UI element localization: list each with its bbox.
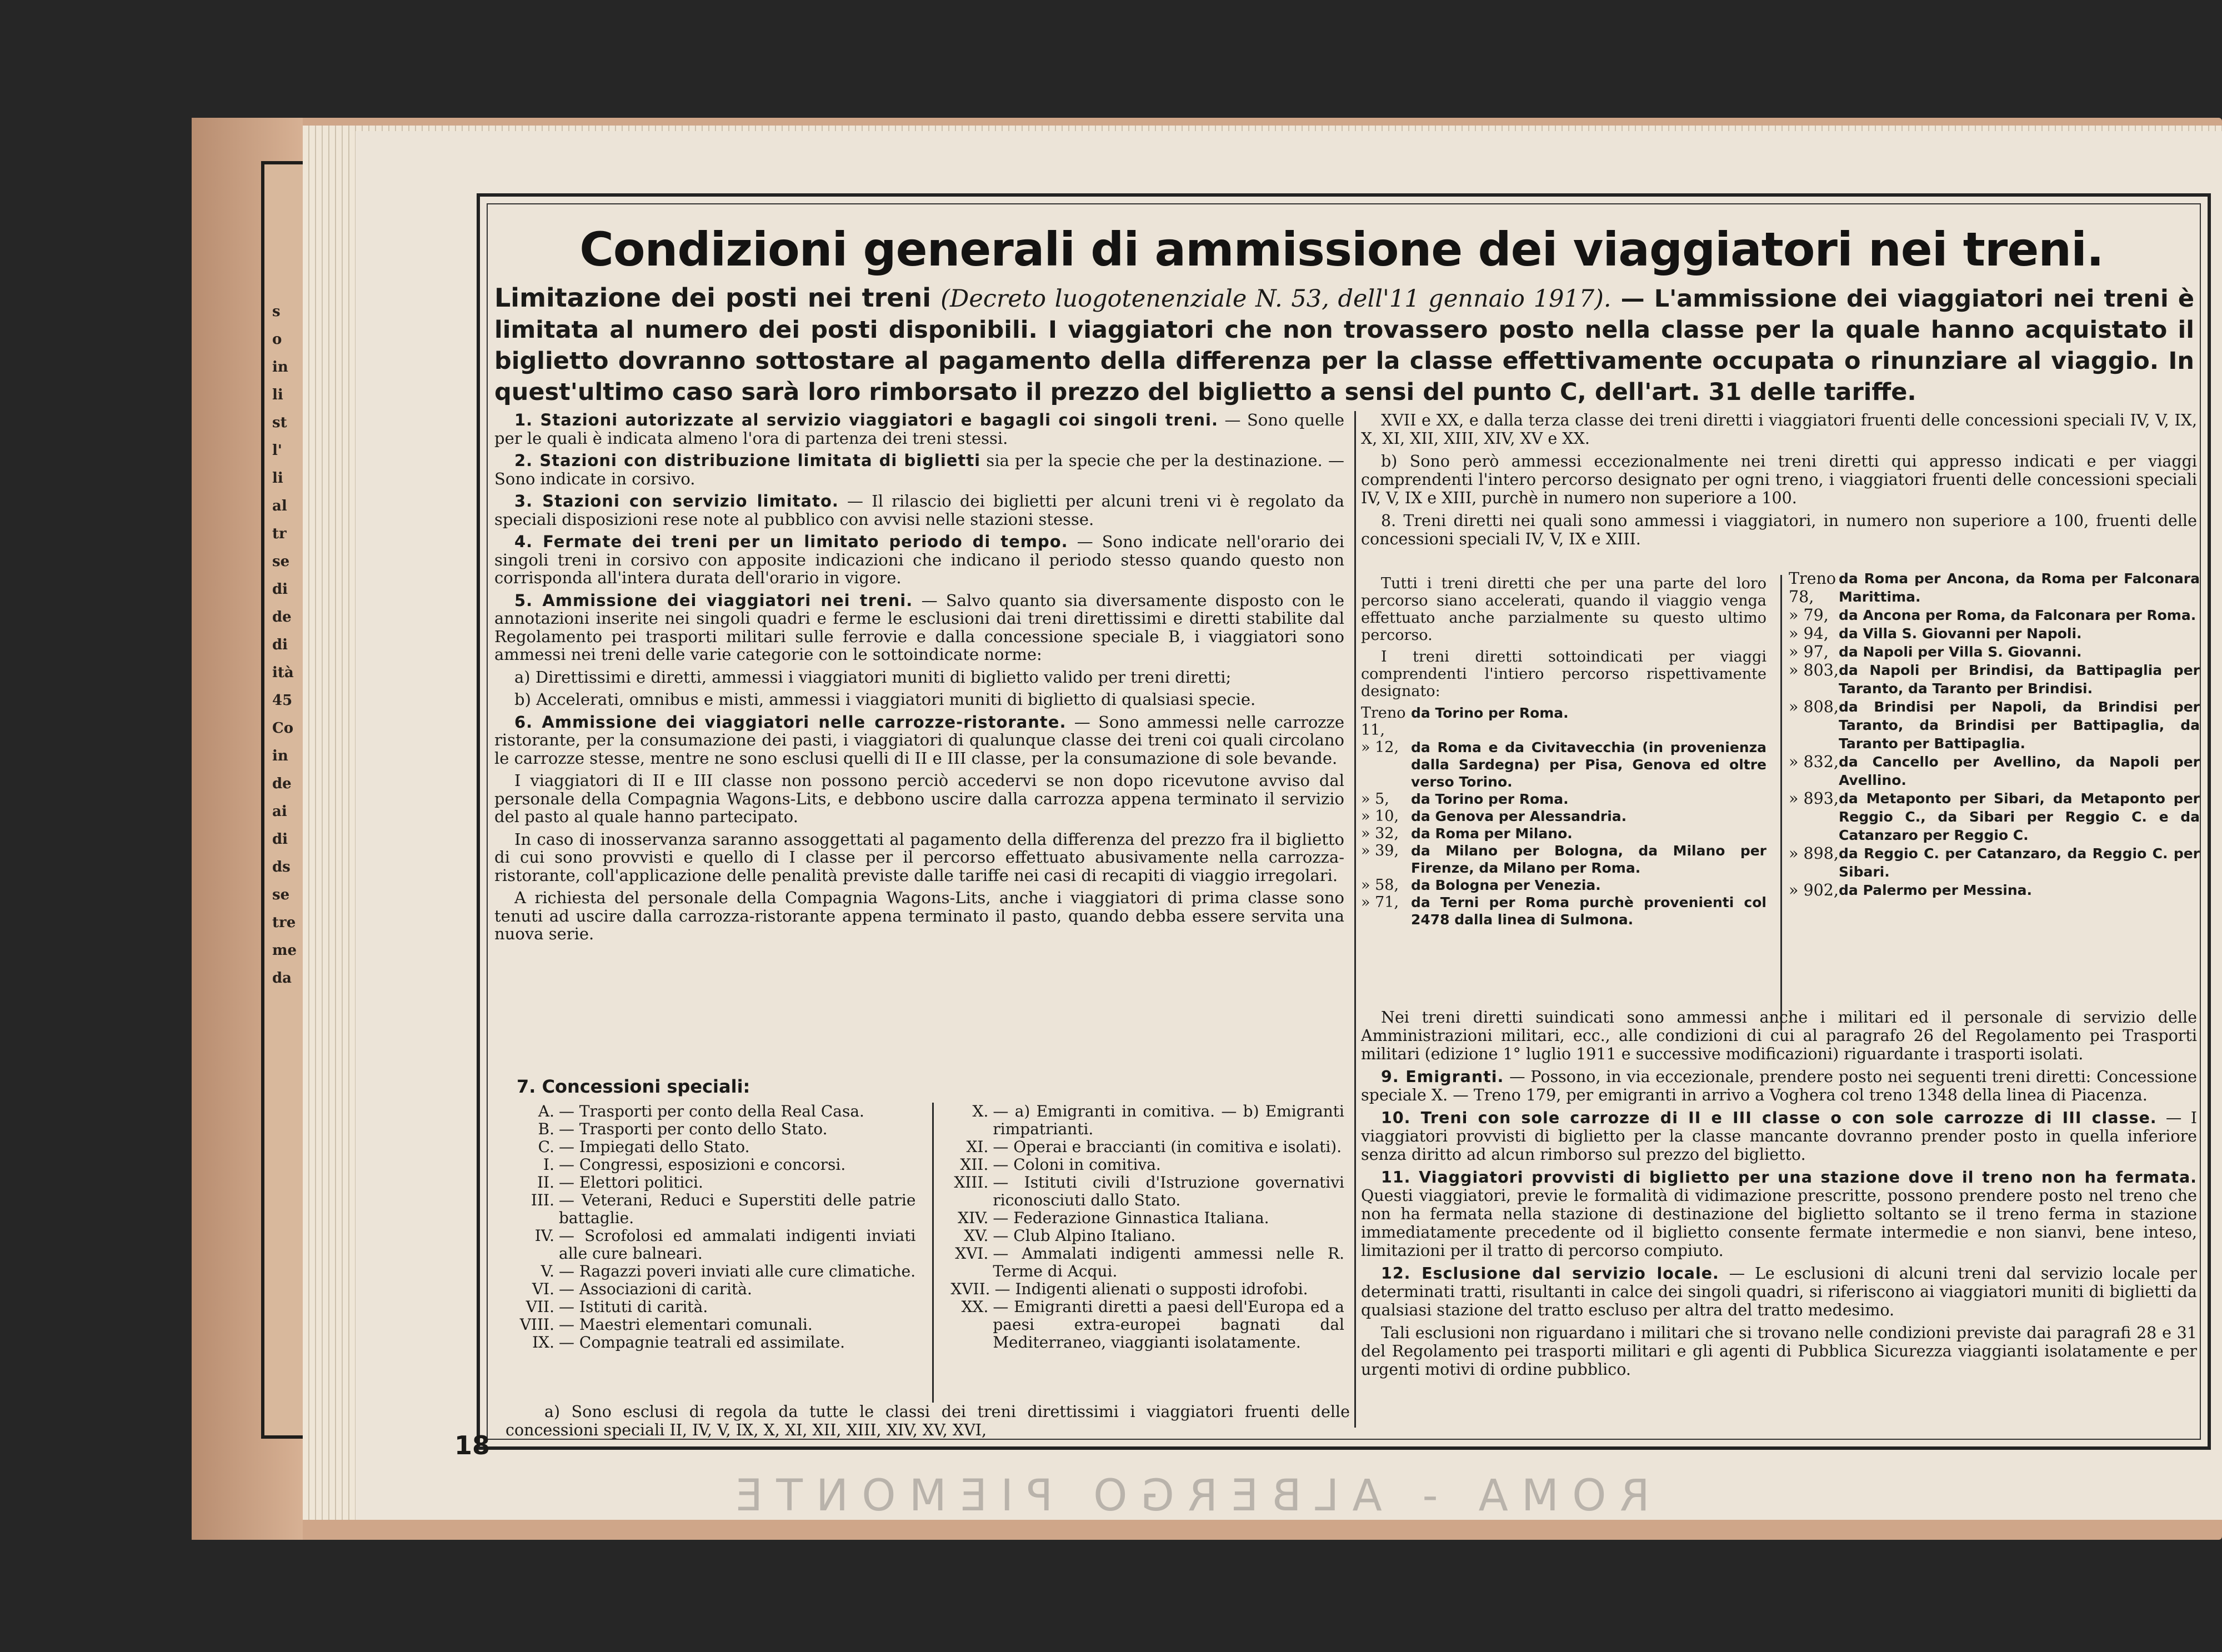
- left-col-paragraph: [494, 889, 1344, 943]
- left-col-text: I viaggiatori di II e III classe non possono perciò accedervi se non dopo ricevutone avviso dal personale della Compagnia Wagons-Lits, e debbono uscire dalla carrozza appena terminato il servizio del pasto al quale hanno partecipato.: [494, 771, 1344, 826]
- concessione-key: XIII.: [954, 1173, 989, 1192]
- concessione-item: [950, 1298, 1344, 1351]
- left-col-paragraph: [494, 830, 1344, 885]
- concessione-item: [517, 1280, 915, 1298]
- concessione-value: — Congressi, esposizioni e concorsi.: [559, 1155, 846, 1174]
- train-item: [1789, 698, 2200, 753]
- concessione-key: B.: [538, 1120, 554, 1138]
- train-value: da Napoli per Villa S. Giovanni.: [1839, 644, 2082, 660]
- page-title: Condizioni generali di ammissione dei viaggiatori nei treni.: [579, 222, 2104, 277]
- right-bottom-text: — Le esclusioni di alcuni treni dal servizio locale per determinati tratti, risultanti in calce dei singoli quadri, si riferiscono ai viaggiatori muniti di biglietti da qualsiasi stazione del tratto escluso per altra del tratto medesimo.: [1361, 1264, 2197, 1319]
- left-col-paragraph: [494, 772, 1344, 826]
- train-value: da Brindisi per Napoli, da Brindisi per Taranto, da Brindisi per Battipaglia, da Taranto per Battipaglia.: [1839, 699, 2200, 752]
- left-col-text: — Sono quelle per le quali è indicata almeno l'ora di partenza dei treni stessi.: [494, 411, 1344, 448]
- concessione-item: [950, 1174, 1344, 1209]
- left-column: [494, 411, 1344, 948]
- train-item: [1361, 739, 1766, 790]
- train-item: [1789, 753, 2200, 789]
- left-col-text: — Sono indicate nell'orario dei singoli treni in corsivo con apposite indicazioni che indicano il periodo stesso quando questo non corrisponda all'intera durata dell'orario in vigore.: [494, 532, 1344, 587]
- concessione-item: [517, 1316, 915, 1334]
- concessione-key: IV.: [534, 1227, 554, 1245]
- left-col-paragraph: [494, 492, 1344, 528]
- train-value: da Torino per Roma.: [1411, 705, 1569, 721]
- concessioni-list-right: [950, 1103, 1344, 1403]
- intro-lead: Limitazione dei posti nei treni: [494, 283, 931, 313]
- concessione-key: XX.: [961, 1298, 989, 1316]
- train-item: [1789, 569, 2200, 606]
- concessione-value: — Ammalati indigenti ammessi nelle R. Terme di Acqui.: [993, 1244, 1344, 1280]
- trains-intro: Tutti i treni diretti che per una parte del loro percorso siano accelerati, quando il viaggio venga effettuato anche parzialmente su questo ultimo percorso. I treni diretti sottoindicati per viaggi comprendenti l'intiero percorso rispettivamente designato: Treno 11, da Torino per Roma. » 12, da Roma e da Civitavecchia (in provenienza dalla Sardegna) per Pisa, Genova ed oltre verso Torino. » 5, da Torino per Roma. » 10, da Genova per Alessandria. » 32, da Roma per Milano. » 39, da Milano per Bologna, da Milano per Firenze, da Milano per Roma. » 58, da Bologna per Venezia. » 71, da Terni per Roma purchè provenienti col 2478 dalla linea di Sulmona.: [1361, 575, 1766, 928]
- right-bottom-text: Tali esclusioni non riguardano i militari che si trovano nelle condizioni previste dai paragrafi 28 e 31 del Regolamento pei trasporti militari e gli agenti di Pubblica Sicurezza viaggianti isolatamente e per urgenti motivi di ordine pubblico.: [1361, 1324, 2197, 1379]
- concessione-key: C.: [538, 1138, 554, 1156]
- concessioni-title: 7. Concessioni speciali:: [517, 1076, 750, 1097]
- concessione-item: [950, 1227, 1344, 1245]
- concessione-item: [517, 1192, 915, 1227]
- concessione-item: [950, 1209, 1344, 1227]
- right-column-top: [1361, 411, 2197, 553]
- train-key: » 71,: [1361, 894, 1399, 911]
- concessione-key: III.: [531, 1191, 554, 1209]
- train-key: » 808,: [1789, 698, 1839, 716]
- trains-list-left: [1361, 704, 1766, 928]
- intro-paragraph: [494, 282, 2194, 408]
- concessione-value: — Federazione Ginnastica Italiana.: [993, 1209, 1269, 1227]
- left-col-paragraph: [494, 713, 1344, 768]
- left-col-heading: 3. Stazioni con servizio limitato.: [514, 492, 839, 510]
- concessioni-block: [517, 1078, 1344, 1403]
- bleed-through-text: ROMA - ALBERGO PIEMONTE: [722, 1471, 1650, 1521]
- concessione-value: — Elettori politici.: [559, 1173, 703, 1192]
- right-top-paragraph: [1361, 512, 2197, 548]
- concessione-item: [950, 1245, 1344, 1280]
- train-key: » 803,: [1789, 661, 1839, 679]
- left-col-text: — Salvo quanto sia diversamente disposto con le annotazioni inserite nei singoli quadri e ferme le esclusioni dai treni direttissimi e diretti stabilite dal Regolamento pei trasporti militari sulle ferrovie e dalla concessione speciale B, i viaggiatori sono ammessi nei treni delle varie categorie con le sottoindicate norme:: [494, 590, 1344, 664]
- left-col-text: — Sono ammessi nelle carrozze ristorante, per la consumazione dei pasti, i viaggiatori di qualunque classe dei treni coi quali circolano le carrozze stesse, mentre ne sono esclusi quelli di II e III classe, per la consumazione di sole bevande.: [494, 712, 1344, 768]
- concessione-value: — Impiegati dello Stato.: [559, 1138, 750, 1156]
- concessione-value: — Coloni in comitiva.: [993, 1155, 1161, 1174]
- train-item: [1789, 624, 2200, 643]
- right-bottom-text: — I viaggiatori provvisti di biglietto per la classe mancante dovranno prender posto in quella inferiore senza diritto ad alcun rimborso sul prezzo del biglietto.: [1361, 1109, 2197, 1164]
- left-col-heading: 5. Ammissione dei viaggiatori nei treni.: [514, 590, 913, 610]
- column-divider: [1354, 411, 1356, 1428]
- left-col-text: A richiesta del personale della Compagnia Wagons-Lits, anche i viaggiatori di prima classe sono tenuti ad uscire dalla carrozza-ristorante appena terminato il pasto, quando debba essere servita una nuova serie.: [494, 888, 1344, 943]
- train-value: da Palermo per Messina.: [1839, 882, 2032, 898]
- concessione-item: [517, 1156, 915, 1174]
- left-col-heading: 2. Stazioni con distribuzione limitata di biglietti: [514, 451, 981, 470]
- concessione-value: — Trasporti per conto della Real Casa.: [559, 1102, 864, 1120]
- left-col-paragraph: [494, 668, 1344, 687]
- previous-page-sliver: s o in li st l' li al tr se di de di ità 45 Co in de ai di ds se tre me da: [261, 161, 303, 1439]
- train-value: da Metaponto per Sibari, da Metaponto per Reggio C., da Sibari per Reggio C. e da Catanzaro per Reggio C.: [1839, 790, 2200, 843]
- concessione-value: — Istituti civili d'Istruzione governativi riconosciuti dallo Stato.: [993, 1173, 1344, 1209]
- intro-decree: (Decreto luogotenenziale N. 53, dell'11 gennaio 1917).: [940, 285, 1612, 313]
- concessioni-divider: [932, 1103, 934, 1403]
- concessione-key: VI.: [532, 1280, 554, 1298]
- train-key: » 5,: [1361, 790, 1389, 808]
- left-col-paragraph: [494, 452, 1344, 488]
- train-value: da Torino per Roma.: [1411, 791, 1569, 807]
- left-col-text: — Il rilascio dei biglietti per alcuni treni vi è regolato da speciali disposizioni rese note al pubblico con avvisi nelle stazioni stesse.: [494, 492, 1344, 529]
- train-item: [1361, 825, 1766, 842]
- train-value: da Bologna per Venezia.: [1411, 877, 1601, 893]
- concessione-key: XII.: [960, 1155, 989, 1174]
- left-col-text: In caso di inosservanza saranno assoggettati al pagamento della differenza del prezzo fra il biglietto di cui sono provvisti e quello di I classe per il percorso effettuato abusivamente nella carrozza-ristorante, coll'applicazione delle penalità previste dalle tariffe nei casi di recapiti di viaggio irregolari.: [494, 829, 1344, 885]
- train-value: da Milano per Bologna, da Milano per Firenze, da Milano per Roma.: [1411, 843, 1766, 876]
- left-col-paragraph: [494, 592, 1344, 664]
- train-value: da Roma per Milano.: [1411, 825, 1573, 842]
- right-top-text: b) Sono però ammessi eccezionalmente nei treni diretti qui appresso indicati e per viaggi comprendenti l'intero percorso designato per ogni treno, i viaggiatori fruenti delle concessioni speciali IV, V, IX e XIII, purchè in numero non superiore a 100.: [1361, 452, 2197, 507]
- train-item: [1789, 844, 2200, 881]
- left-col-heading: 4. Fermate dei treni per un limitato periodo di tempo.: [514, 532, 1068, 551]
- train-key: » 898,: [1789, 844, 1839, 863]
- left-col-text: sia per la specie che per la destinazione. — Sono indicate in corsivo.: [494, 451, 1344, 488]
- train-key: Treno 11,: [1361, 704, 1406, 739]
- train-item: [1361, 894, 1766, 928]
- right-bottom-paragraph: [1361, 1109, 2197, 1164]
- right-top-text: 8. Treni diretti nei quali sono ammessi i viaggiatori, in numero non superiore a 100, fruenti delle concessioni speciali IV, V, IX e XIII.: [1361, 512, 2197, 548]
- concessione-key: VIII.: [519, 1315, 554, 1334]
- concessione-key: XV.: [964, 1227, 989, 1245]
- train-key: » 893,: [1789, 789, 1839, 808]
- right-bottom-paragraph: [1361, 1264, 2197, 1319]
- right-bottom-paragraph: [1361, 1008, 2197, 1063]
- right-bottom-heading: 12. Esclusione dal servizio locale.: [1381, 1264, 1719, 1283]
- page-number: 18: [454, 1430, 491, 1460]
- train-key: » 12,: [1361, 739, 1399, 756]
- train-item: [1361, 842, 1766, 877]
- train-value: da Genova per Alessandria.: [1411, 808, 1627, 824]
- concessione-key: XVII.: [950, 1280, 990, 1298]
- concessione-item: [517, 1298, 915, 1316]
- train-key: » 902,: [1789, 881, 1839, 899]
- right-top-paragraph: [1361, 411, 2197, 448]
- right-bottom-paragraph: [1361, 1324, 2197, 1379]
- train-value: da Napoli per Brindisi, da Battipaglia per Taranto, da Taranto per Brindisi.: [1839, 662, 2200, 697]
- train-key: » 832,: [1789, 753, 1839, 771]
- train-item: [1789, 661, 2200, 698]
- train-key: » 94,: [1789, 624, 1829, 643]
- train-key: Treno 78,: [1789, 569, 1836, 606]
- right-bottom-heading: 11. Viaggiatori provvisti di biglietto per una stazione dove il treno non ha fermata.: [1381, 1168, 2197, 1187]
- concessione-key: XVI.: [955, 1244, 989, 1263]
- left-col-heading: 1. Stazioni autorizzate al servizio viaggiatori e bagagli coi singoli treni.: [514, 411, 1219, 429]
- train-key: » 58,: [1361, 877, 1399, 894]
- concessione-key: II.: [537, 1173, 554, 1192]
- left-col-paragraph: [494, 690, 1344, 709]
- concessione-key: V.: [541, 1262, 554, 1280]
- concessione-key: XIV.: [958, 1209, 989, 1227]
- concessione-key: IX.: [532, 1333, 554, 1351]
- concessione-item: [517, 1138, 915, 1156]
- train-value: da Cancello per Avellino, da Napoli per Avellino.: [1839, 754, 2200, 788]
- train-key: » 39,: [1361, 842, 1399, 859]
- train-item: [1361, 790, 1766, 808]
- concessioni-footer: a) Sono esclusi di regola da tutte le classi dei treni direttissimi i viaggiatori fruenti delle concessioni speciali II, IV, V, IX, X, XI, XII, XIII, XIV, XV, XVI,: [506, 1403, 1350, 1439]
- concessione-value: — Ragazzi poveri inviati alle cure climatiche.: [559, 1262, 916, 1280]
- concessione-value: — a) Emigranti in comitiva. — b) Emigranti rimpatrianti.: [993, 1102, 1344, 1138]
- concessione-value: — Emigranti diretti a paesi dell'Europa ed a paesi extra-europei bagnati dal Mediterraneo, viaggianti isolatamente.: [993, 1298, 1344, 1351]
- left-col-text: b) Accelerati, omnibus e misti, ammessi i viaggiatori muniti di biglietto di qualsiasi specie.: [514, 690, 1256, 709]
- concessione-key: XI.: [966, 1138, 989, 1156]
- train-item: [1361, 877, 1766, 894]
- train-value: da Roma per Ancona, da Roma per Falconara Marittima.: [1839, 570, 2200, 605]
- concessione-key: VII.: [526, 1298, 554, 1316]
- right-top-text: XVII e XX, e dalla terza classe dei treni diretti i viaggiatori fruenti delle concessioni speciali IV, V, IX, X, XI, XII, XIII, XIV, XV e XX.: [1361, 411, 2197, 448]
- concessione-value: — Veterani, Reduci e Superstiti delle patrie battaglie.: [559, 1191, 916, 1227]
- concessione-value: — Operai e braccianti (in comitiva e isolati).: [993, 1138, 1342, 1156]
- train-value: da Reggio C. per Catanzaro, da Reggio C. per Sibari.: [1839, 845, 2200, 880]
- concessione-value: — Scrofolosi ed ammalati indigenti inviati alle cure balneari.: [559, 1227, 916, 1263]
- train-value: da Ancona per Roma, da Falconara per Roma.: [1839, 607, 2196, 623]
- concessione-item: [950, 1103, 1344, 1138]
- train-item: [1361, 808, 1766, 825]
- train-value: da Villa S. Giovanni per Napoli.: [1839, 625, 2082, 642]
- concessione-item: [517, 1103, 915, 1120]
- trains-list-right: [1789, 569, 2200, 899]
- concessione-item: [517, 1263, 915, 1280]
- train-item: [1361, 704, 1766, 739]
- left-col-paragraph: [494, 533, 1344, 587]
- train-item: [1789, 881, 2200, 899]
- left-col-heading: 6. Ammissione dei viaggiatori nelle carrozze-ristorante.: [514, 712, 1067, 732]
- train-key: » 97,: [1789, 643, 1829, 661]
- right-bottom-heading: 9. Emigranti.: [1381, 1068, 1504, 1086]
- concessione-value: — Maestri elementari comunali.: [559, 1315, 813, 1334]
- train-item: [1789, 606, 2200, 624]
- right-bottom-heading: 10. Treni con sole carrozze di II e III classe o con sole carrozze di III classe.: [1381, 1109, 2157, 1127]
- concessione-item: [950, 1280, 1344, 1298]
- right-bottom-text: Questi viaggiatori, previe le formalità di vidimazione prescritte, possono prendere posto nel treno che non ha fermata nella stazione di destinazione del biglietto soltanto se il treno ferma in stazione immediatamente precedente od il biglietto consente fermate intermedie e non sianvi, bene inteso, limitazioni per il tratto di percorso compiuto.: [1361, 1187, 2197, 1260]
- concessione-value: — Club Alpino Italiano.: [993, 1227, 1176, 1245]
- concessione-value: — Istituti di carità.: [559, 1298, 708, 1316]
- left-col-paragraph: [494, 411, 1344, 447]
- concessione-item: [517, 1334, 915, 1351]
- concessione-item: [517, 1227, 915, 1263]
- concessione-item: [950, 1156, 1344, 1174]
- train-value: da Terni per Roma purchè provenienti col 2478 dalla linea di Sulmona.: [1411, 894, 1766, 928]
- right-column-bottom: [1361, 1008, 2197, 1383]
- right-bottom-text: — Possono, in via eccezionale, prendere posto nei seguenti treni diretti: Concessione speciale X. — Treno 179, per emigranti in arrivo a Voghera col treno 1348 della linea di Piacenza.: [1361, 1068, 2197, 1104]
- train-key: » 10,: [1361, 808, 1399, 825]
- concessione-value: — Trasporti per conto dello Stato.: [559, 1120, 828, 1138]
- concessione-key: I.: [543, 1155, 554, 1174]
- train-key: » 79,: [1789, 606, 1829, 624]
- intro-text: — L'ammissione dei viaggiatori nei treni è limitata al numero dei posti disponibili. I viaggiatori che non trovassero posto nella classe per la quale hanno acquistato il biglietto dovranno sottostare al pagamento della differenza per la classe effettivamente occupata o rinunziare al viaggio. In quest'ultimo caso sarà loro rimborsato il prezzo del biglietto a sensi del punto C, dell'art. 31 delle tariffe.: [494, 285, 2194, 406]
- right-bottom-paragraph: [1361, 1168, 2197, 1260]
- trains-divider: [1780, 575, 1782, 1030]
- right-bottom-paragraph: [1361, 1068, 2197, 1104]
- concessione-value: — Associazioni di carità.: [559, 1280, 752, 1298]
- concessione-value: — Compagnie teatrali ed assimilate.: [559, 1333, 845, 1351]
- right-bottom-text: Nei treni diretti suindicati sono ammessi anche i militari ed il personale di servizio delle Amministrazioni militari, ecc., alle condizioni di cui al paragrafo 26 del Regolamento pei Trasporti militari (edizione 1° luglio 1911 e successive modificazioni) riguardante i trasporti isolati.: [1361, 1008, 2197, 1063]
- concessione-value: — Indigenti alienati o supposti idrofobi.: [994, 1280, 1308, 1298]
- concessioni-list-left: [517, 1103, 915, 1403]
- concessione-key: A.: [538, 1102, 554, 1120]
- concessione-item: [950, 1138, 1344, 1156]
- train-item: [1789, 643, 2200, 661]
- train-value: da Roma e da Civitavecchia (in provenienza dalla Sardegna) per Pisa, Genova ed oltre verso Torino.: [1411, 739, 1766, 790]
- train-item: [1789, 789, 2200, 844]
- train-key: » 32,: [1361, 825, 1399, 842]
- right-top-paragraph: [1361, 452, 2197, 507]
- concessione-item: [517, 1120, 915, 1138]
- left-col-text: a) Direttissimi e diretti, ammessi i viaggiatori muniti di biglietto valido per treni diretti;: [514, 667, 1232, 687]
- concessione-item: [517, 1174, 915, 1192]
- concessione-key: X.: [972, 1102, 989, 1120]
